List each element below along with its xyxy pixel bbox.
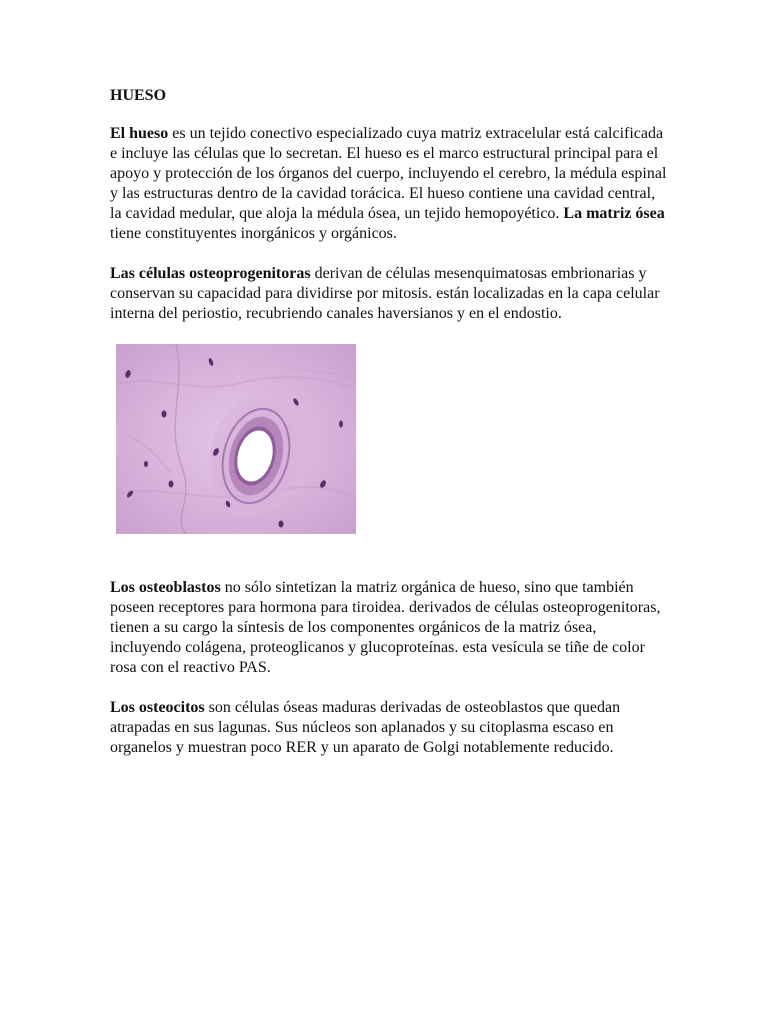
paragraph-hueso — [110, 124, 670, 244]
paragraph-osteocitos-text: son células óseas maduras derivadas de osteoblastos que quedan atrapadas en sus lagunas. Sus núcleos son aplanados y su citoplasma escaso en organelos y muestran poco RER y un aparato de Golgi notablemente reducido. — [110, 699, 621, 756]
term-matriz-osea: La matriz ósea — [563, 205, 665, 222]
document-page — [110, 86, 670, 778]
histology-micrograph — [116, 344, 356, 534]
paragraph-hueso-text-b: tiene constituyentes inorgánicos y orgánicos. — [110, 225, 397, 242]
term-hueso: El hueso — [110, 125, 169, 142]
term-osteocitos: Los osteocitos — [110, 699, 205, 716]
paragraph-osteoprogenitoras-text: derivan de células mesenquimatosas embrionarias y conservan su capacidad para dividirse por mitosis. están localizadas en la capa celular interna del periostio, recubriendo canales haversianos y en el endostio. — [110, 265, 660, 322]
paragraph-osteoprogenitoras — [110, 264, 670, 324]
paragraph-osteoblastos — [110, 578, 670, 678]
paragraph-osteocitos — [110, 698, 670, 758]
paragraph-osteoblastos-text: no sólo sintetizan la matriz orgánica de hueso, sino que también poseen receptores para hormona para tiroidea. derivados de células osteoprogenitoras, tienen a su cargo la síntesis de los componentes orgánicos de la matriz ósea, incluyendo colágena, proteoglicanos y glucoproteínas. esta vesícula se tiñe de color rosa con el reactivo PAS. — [110, 579, 661, 676]
term-osteoblastos: Los osteoblastos — [110, 579, 221, 596]
bone-histology-image — [116, 344, 356, 534]
term-osteoprogenitoras: Las células osteoprogenitoras — [110, 265, 311, 282]
page-title: HUESO — [110, 87, 167, 104]
paragraph-hueso-text-a: es un tejido conectivo especializado cuya matriz extracelular está calcificada e incluye las células que lo secretan. El hueso es el marco estructural principal para el apoyo y protección de los órganos del cuerpo, incluyendo el cerebro, la médula espinal y las estructuras dentro de la cavidad torácica. El hueso contiene una cavidad central, la cavidad medular, que aloja la médula ósea, un tejido hemopoyético. — [110, 125, 667, 222]
